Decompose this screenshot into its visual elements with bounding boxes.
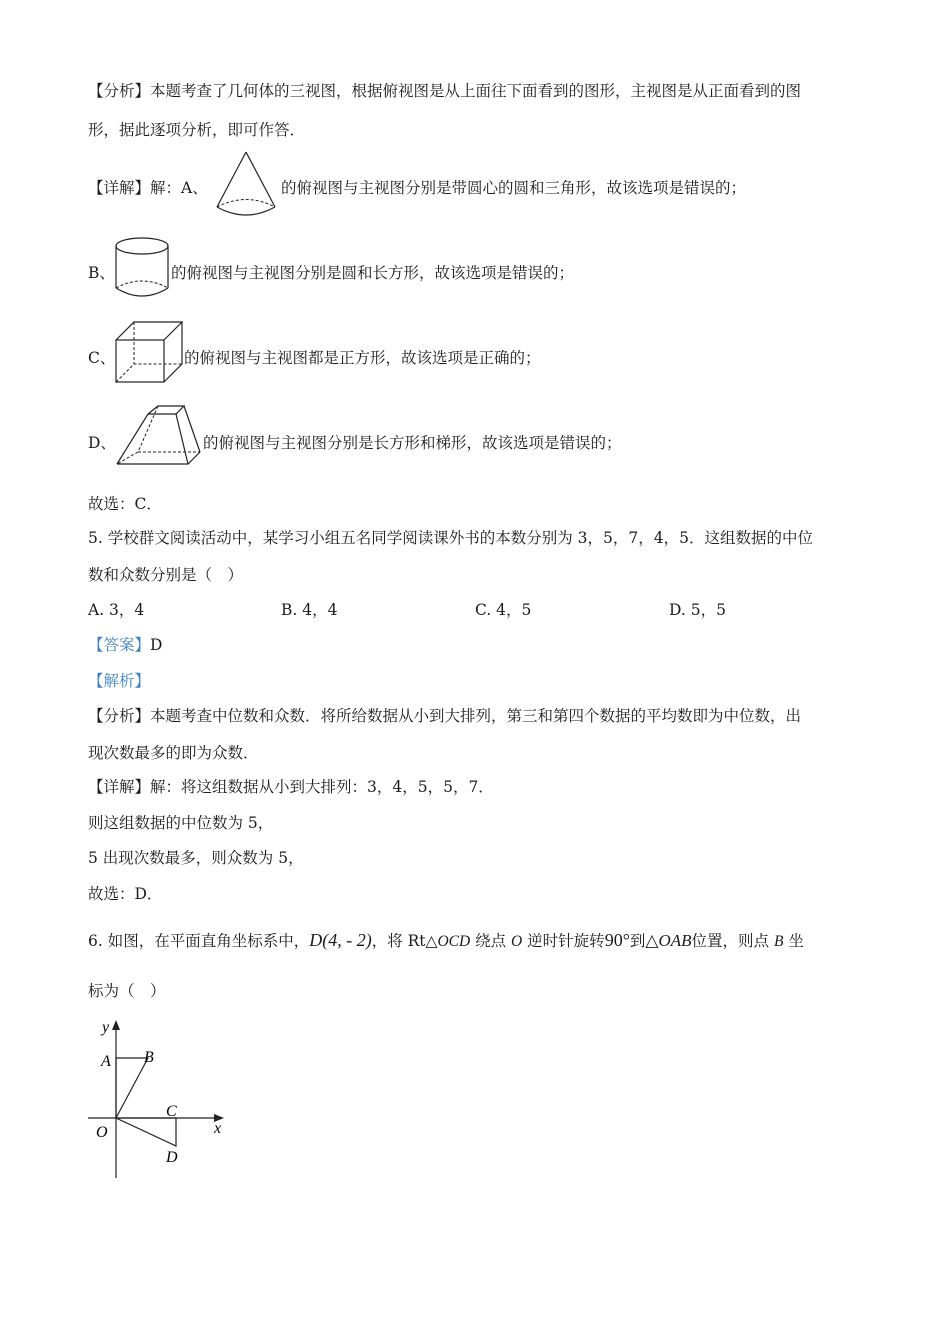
q4-d-label: D、 bbox=[88, 434, 116, 452]
q6-stem-line1 bbox=[88, 929, 804, 953]
oab: △OAB bbox=[645, 931, 692, 950]
label-y: y bbox=[102, 1019, 110, 1036]
stem-c: 绕点 bbox=[470, 932, 512, 950]
cube-figure bbox=[114, 320, 184, 384]
ocd: OCD bbox=[437, 933, 471, 950]
frustum-figure bbox=[114, 404, 202, 468]
q5-answer bbox=[88, 634, 162, 656]
q4-b-label: B、 bbox=[88, 264, 115, 282]
coordinate-figure bbox=[84, 1016, 234, 1186]
q5-analysis-line2: 现次数最多的即为众数． bbox=[88, 744, 259, 762]
q5-choose: 故选：D． bbox=[88, 885, 163, 903]
stem-e: 到 bbox=[629, 932, 646, 950]
stem-g: 坐 bbox=[783, 932, 804, 950]
answer-value: D bbox=[150, 636, 163, 654]
q5-option-b: B. 4，4 bbox=[281, 601, 338, 619]
stem-d: 逆时针旋转 bbox=[522, 932, 605, 950]
q4-analysis-line2: 形，据此逐项分析，即可作答． bbox=[88, 121, 306, 139]
stem-a: 6. 如图，在平面直角坐标系中， bbox=[88, 932, 310, 950]
q4-a-text: 的俯视图与主视图分别是带圆心的圆和三角形，故该选项是错误的； bbox=[281, 179, 747, 197]
q5-stem-line1: 5. 学校群文阅读活动中，某学习小组五名同学阅读课外书的本数分别为 3，5，7，4，5．这组数据的中位 bbox=[88, 529, 813, 547]
detail-prefix: 【详解】解：A、 bbox=[88, 179, 208, 197]
q5-explain-tag: 【解析】 bbox=[88, 672, 151, 690]
b-point: B bbox=[773, 933, 784, 950]
q4-b-text: 的俯视图与主视图分别是圆和长方形，故该选项是错误的； bbox=[171, 264, 575, 282]
label-b: B bbox=[144, 1049, 154, 1066]
point-d: D(4, - 2) bbox=[309, 930, 372, 950]
q5-option-a: A. 3，4 bbox=[88, 601, 145, 619]
cylinder-figure bbox=[114, 236, 170, 300]
stem-f: 位置，则点 bbox=[691, 932, 774, 950]
q4-analysis-line1: 【分析】本题考查了几何体的三视图，根据俯视图是从上面往下面看到的图形，主视图是从正面看到的图 bbox=[88, 82, 802, 100]
angle: 90° bbox=[604, 930, 630, 950]
q4-c-label: C、 bbox=[88, 349, 116, 367]
label-d: D bbox=[166, 1149, 178, 1166]
q5-option-d: D. 5，5 bbox=[669, 601, 726, 619]
cone-figure bbox=[214, 150, 278, 220]
q5-median: 则这组数据的中位数为 5， bbox=[88, 814, 274, 832]
label-a: A bbox=[101, 1053, 111, 1070]
q5-mode: 5 出现次数最多，则众数为 5， bbox=[88, 849, 304, 867]
answer-tag: 【答案】 bbox=[88, 636, 151, 654]
q5-stem-line2: 数和众数分别是（ ） bbox=[88, 566, 244, 584]
q4-choose: 故选：C． bbox=[88, 495, 162, 513]
stem-b: ，将 Rt△ bbox=[371, 932, 438, 950]
label-o: O bbox=[96, 1124, 108, 1141]
label-c: C bbox=[166, 1103, 177, 1120]
q4-detail-a bbox=[88, 177, 208, 199]
q6-stem-line2: 标为（ ） bbox=[88, 982, 166, 1000]
label-x: x bbox=[214, 1120, 222, 1137]
q4-d-text: 的俯视图与主视图分别是长方形和梯形，故该选项是错误的； bbox=[203, 434, 622, 452]
q5-detail: 【详解】解：将这组数据从小到大排列：3，4，5，5，7． bbox=[88, 778, 494, 796]
q5-option-c: C. 4，5 bbox=[475, 601, 532, 619]
q4-c-text: 的俯视图与主视图都是正方形，故该选项是正确的； bbox=[184, 349, 541, 367]
o-point: O bbox=[511, 933, 523, 950]
q5-analysis-line1: 【分析】本题考查中位数和众数．将所给数据从小到大排列，第三和第四个数据的平均数即为中位数，出 bbox=[88, 707, 802, 725]
